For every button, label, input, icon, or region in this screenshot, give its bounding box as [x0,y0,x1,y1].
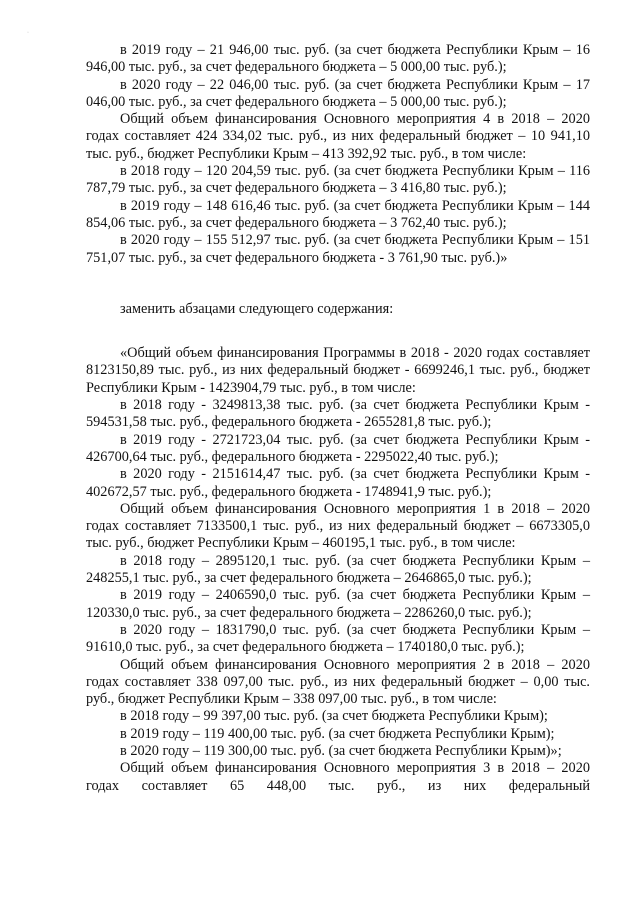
paragraph-measure-2-total: Общий объем финансирования Основного мероприятия 2 в 2018 – 2020 годах составляет 338 097,00 тыс. руб., из них федеральный бюджет – 0,00 тыс. руб., бюджет Республики Крым – 338 097,00 тыс. руб., в том числе: [86,656,590,708]
paragraph-program-total: «Общий объем финансирования Программы в 2018 - 2020 годах составляет 8123150,89 тыс. руб., из них федеральный бюджет - 6699246,1 тыс. руб., бюджет Республики Крым - 1423904,79 тыс. руб., в том числе: [86,345,590,396]
paragraph-measure-4-2019: в 2019 году – 148 616,46 тыс. руб. (за счет бюджета Республики Крым – 144 854,06 тыс. руб., за счет федерального бюджета – 3 762,40 тыс. руб.); [86,197,590,231]
paragraph-measure-2-2019: в 2019 году – 119 400,00 тыс. руб. (за счет бюджета Республики Крым); [120,725,555,742]
paragraph-program-2018: в 2018 году - 3249813,38 тыс. руб. (за счет бюджета Республики Крым - 594531,58 тыс. руб., федерального бюджета - 2655281,8 тыс. руб.); [86,397,590,431]
paragraph-2019-budget: в 2019 году – 21 946,00 тыс. руб. (за счет бюджета Республики Крым – 16 946,00 тыс. руб., за счет федерального бюджета – 5 000,00 тыс. руб.); [86,42,590,76]
paragraph-measure-4-2020: в 2020 году – 155 512,97 тыс. руб. (за счет бюджета Республики Крым – 151 751,07 тыс. руб., за счет федерального бюджета - 3 761,90 тыс. руб.)» [86,232,590,266]
paragraph-measure-4-2018: в 2018 году – 120 204,59 тыс. руб. (за счет бюджета Республики Крым – 116 787,79 тыс. руб., за счет федерального бюджета – 3 416,80 тыс. руб.); [86,163,590,197]
paragraph-measure-1-2020: в 2020 году – 1831790,0 тыс. руб. (за счет бюджета Республики Крым – 91610,0 тыс. руб., за счет федерального бюджета – 1740180,0 тыс. руб.); [86,621,590,656]
paragraph-measure-4-total: Общий объем финансирования Основного мероприятия 4 в 2018 – 2020 годах составляет 424 334,02 тыс. руб., из них федеральный бюджет – 10 941,10 тыс. руб., бюджет Республики Крым – 413 392,92 тыс. руб., в том числе: [86,111,590,162]
paragraph-measure-1-2019: в 2019 году – 2406590,0 тыс. руб. (за счет бюджета Республики Крым – 120330,0 тыс. руб., за счет федерального бюджета – 2286260,0 тыс. руб.); [86,587,590,621]
paragraph-measure-2-2020: в 2020 году – 119 300,00 тыс. руб. (за счет бюджета Республики Крым)»; [120,742,562,759]
paragraph-measure-2-2018: в 2018 году – 99 397,00 тыс. руб. (за счет бюджета Республики Крым); [120,708,548,725]
paragraph-replace-instruction: заменить абзацами следующего содержания: [120,300,394,317]
paragraph-program-2020: в 2020 году - 2151614,47 тыс. руб. (за счет бюджета Республики Крым - 402672,57 тыс. руб., федерального бюджета - 1748941,9 тыс. руб.); [86,466,590,500]
document-body [86,42,590,795]
paragraph-measure-1-2018: в 2018 году – 2895120,1 тыс. руб. (за счет бюджета Республики Крым – 248255,1 тыс. руб., за счет федерального бюджета – 2646865,0 тыс. руб.); [86,552,590,587]
paragraph-gap [86,318,590,345]
paragraph-2020-budget: в 2020 году – 22 046,00 тыс. руб. (за счет бюджета Республики Крым – 17 046,00 тыс. руб., за счет федерального бюджета – 5 000,00 тыс. руб.); [86,76,590,110]
paragraph-program-2019: в 2019 году - 2721723,04 тыс. руб. (за счет бюджета Республики Крым - 426700,64 тыс. руб., федерального бюджета - 2295022,40 тыс. руб.); [86,431,590,465]
paragraph-measure-1-total: Общий объем финансирования Основного мероприятия 1 в 2018 – 2020 годах составляет 7133500,1 тыс. руб., из них федеральный бюджет – 6673305,0 тыс. руб., бюджет Республики Крым – 460195,1 тыс. руб., в том числе: [86,500,590,552]
paragraph-measure-3-total: Общий объем финансирования Основного мероприятия 3 в 2018 – 2020 годах составляет 65 448,00 тыс. руб., из них федеральный [86,760,590,794]
scan-speck: · [27,30,29,36]
paragraph-gap [86,267,590,301]
